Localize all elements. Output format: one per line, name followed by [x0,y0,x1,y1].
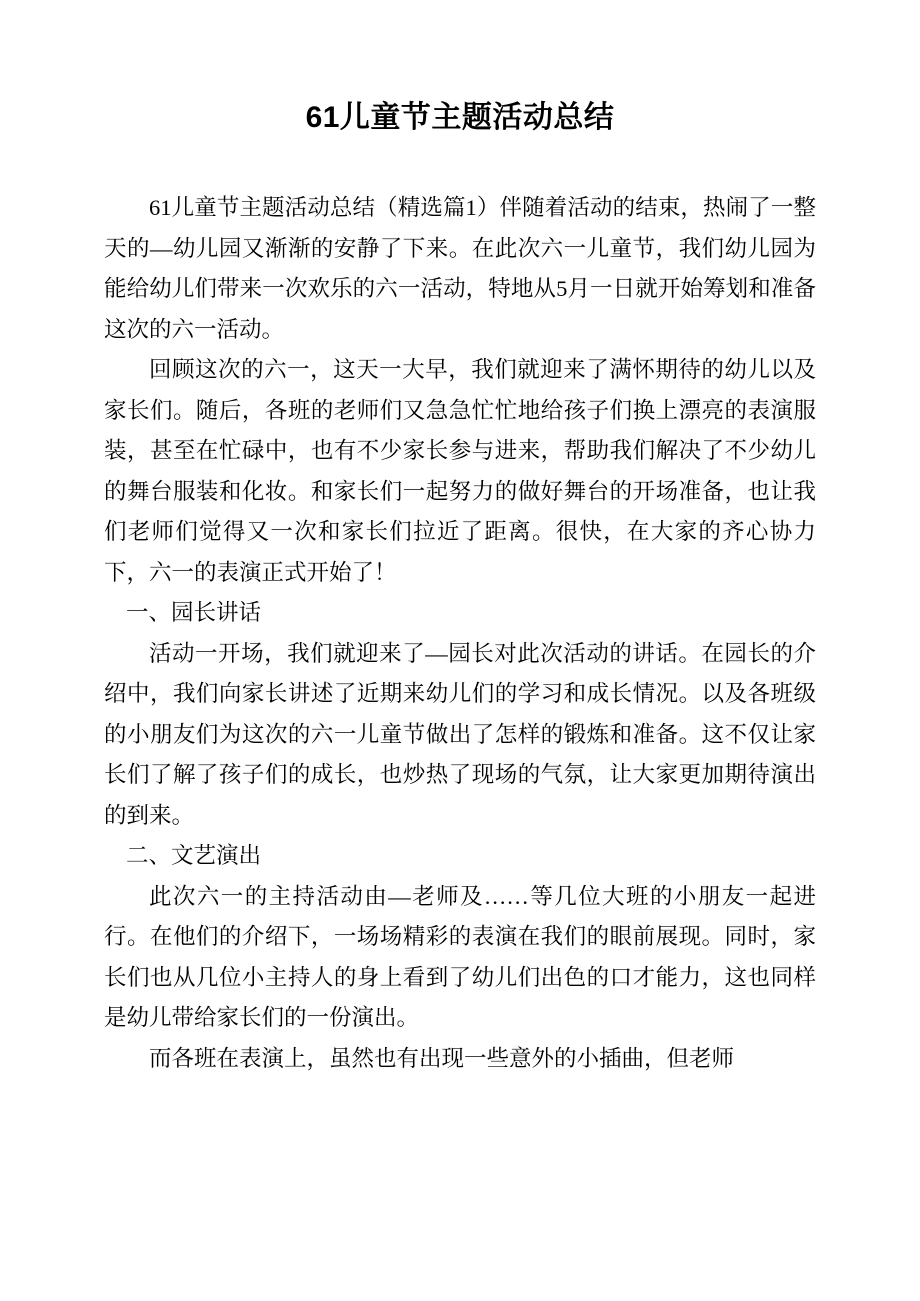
paragraph-intro: 61儿童节主题活动总结（精选篇1）伴随着活动的结束，热闹了一整天的—幼儿园又渐渐的安静了下来。在此次六一儿童节，我们幼儿园为能给幼儿们带来一次欢乐的六一活动，特地从5月一日就开始筹划和准备这次的六一活动。 [104,195,816,342]
heading-section-one: 一、园长讲话 [126,600,262,625]
page-title: 61儿童节主题活动总结 [305,101,615,134]
paragraph-performance: 此次六一的主持活动由—老师及……等几位大班的小朋友一起进行。在他们的介绍下，一场场精彩的表演在我们的眼前展现。同时，家长们也从几位小主持人的身上看到了幼儿们出色的口才能力，这也同样是幼儿带给家长们的一份演出。 [104,883,816,1030]
document-body [104,96,816,1079]
paragraph-principal-speech: 活动一开场，我们就迎来了—园长对此次活动的讲话。在园长的介绍中，我们向家长讲述了近期来幼儿们的学习和成长情况。以及各班级的小朋友们为这次的六一儿童节做出了怎样的锻炼和准备。这不仅让家长们了解了孩子们的成长，也炒热了现场的气氛，让大家更加期待演出的到来。 [104,640,816,828]
paragraph-classes: 而各班在表演上，虽然也有出现一些意外的小插曲，但老师 [149,1045,735,1071]
paragraph-review: 回顾这次的六一，这天一大早，我们就迎来了满怀期待的幼儿以及家长们。随后，各班的老师们又急急忙忙地给孩子们换上漂亮的表演服装，甚至在忙碌中，也有不少家长参与进来，帮助我们解决了不少幼儿的舞台服装和化妆。和家长们一起努力的做好舞台的开场准备，也让我们老师们觉得又一次和家长们拉近了距离。很快，在大家的齐心协力下，六一的表演正式开始了！ [104,357,816,585]
heading-section-two: 二、文艺演出 [126,843,262,868]
